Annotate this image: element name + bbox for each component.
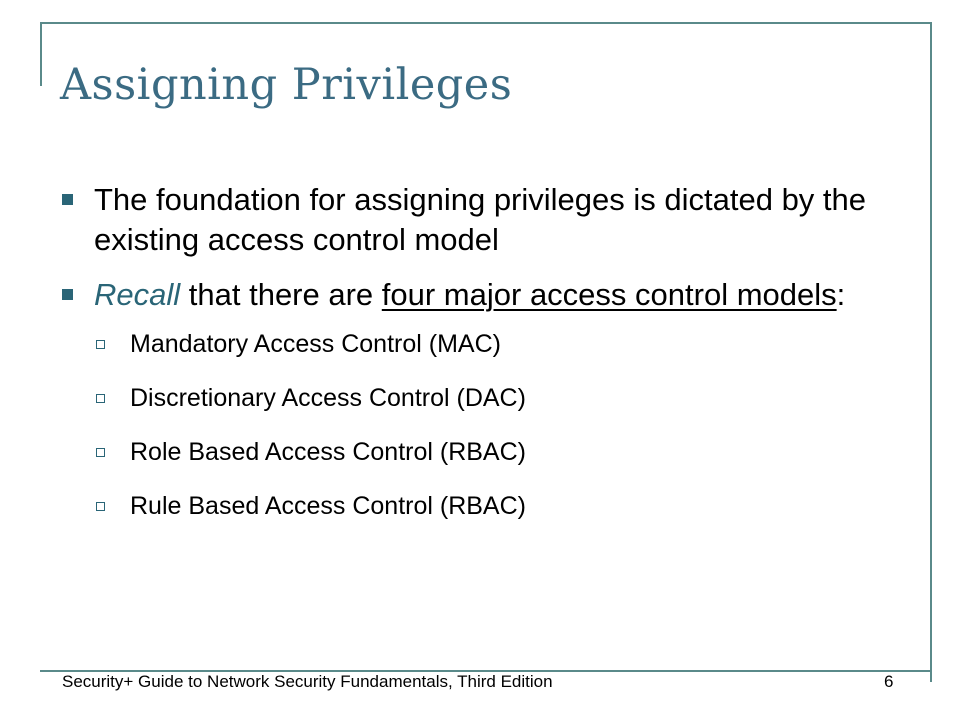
frame-right-line — [930, 22, 932, 682]
sub-bullet-text: Role Based Access Control (RBAC) — [130, 438, 526, 466]
bullet-text: The foundation for assigning privileges is dictated by the existing access control model — [94, 182, 867, 257]
slide-title: Assigning Privileges — [60, 60, 513, 110]
slide-content — [62, 180, 922, 544]
page-number: 6 — [884, 672, 894, 691]
sub-bullet-item — [94, 382, 922, 414]
sub-bullet-text: Discretionary Access Control (DAC) — [130, 384, 526, 412]
slide-footer: Security+ Guide to Network Security Fundamentals, Third Edition — [62, 672, 553, 691]
hollow-square-bullet-icon — [96, 340, 105, 349]
sub-bullet-text: Rule Based Access Control (RBAC) — [130, 492, 526, 520]
sub-bullet-item — [94, 328, 922, 360]
frame-top-line — [40, 22, 932, 24]
frame-left-line — [40, 22, 42, 86]
sub-bullet-item — [94, 490, 922, 522]
bullet-underlined-text: four major access control models — [381, 277, 837, 312]
square-bullet-icon — [62, 194, 73, 205]
hollow-square-bullet-icon — [96, 448, 105, 457]
hollow-square-bullet-icon — [96, 394, 105, 403]
hollow-square-bullet-icon — [96, 502, 105, 511]
bullet-item — [62, 275, 922, 315]
square-bullet-icon — [62, 289, 73, 300]
sub-bullet-text: Mandatory Access Control (MAC) — [130, 330, 501, 358]
bullet-text-mid: that there are — [180, 277, 382, 312]
sub-bullet-item — [94, 436, 922, 468]
sub-bullet-list — [62, 328, 922, 522]
bullet-item — [62, 180, 922, 260]
bullet-italic-lead: Recall — [94, 277, 181, 312]
bullet-text-end: : — [836, 277, 846, 312]
